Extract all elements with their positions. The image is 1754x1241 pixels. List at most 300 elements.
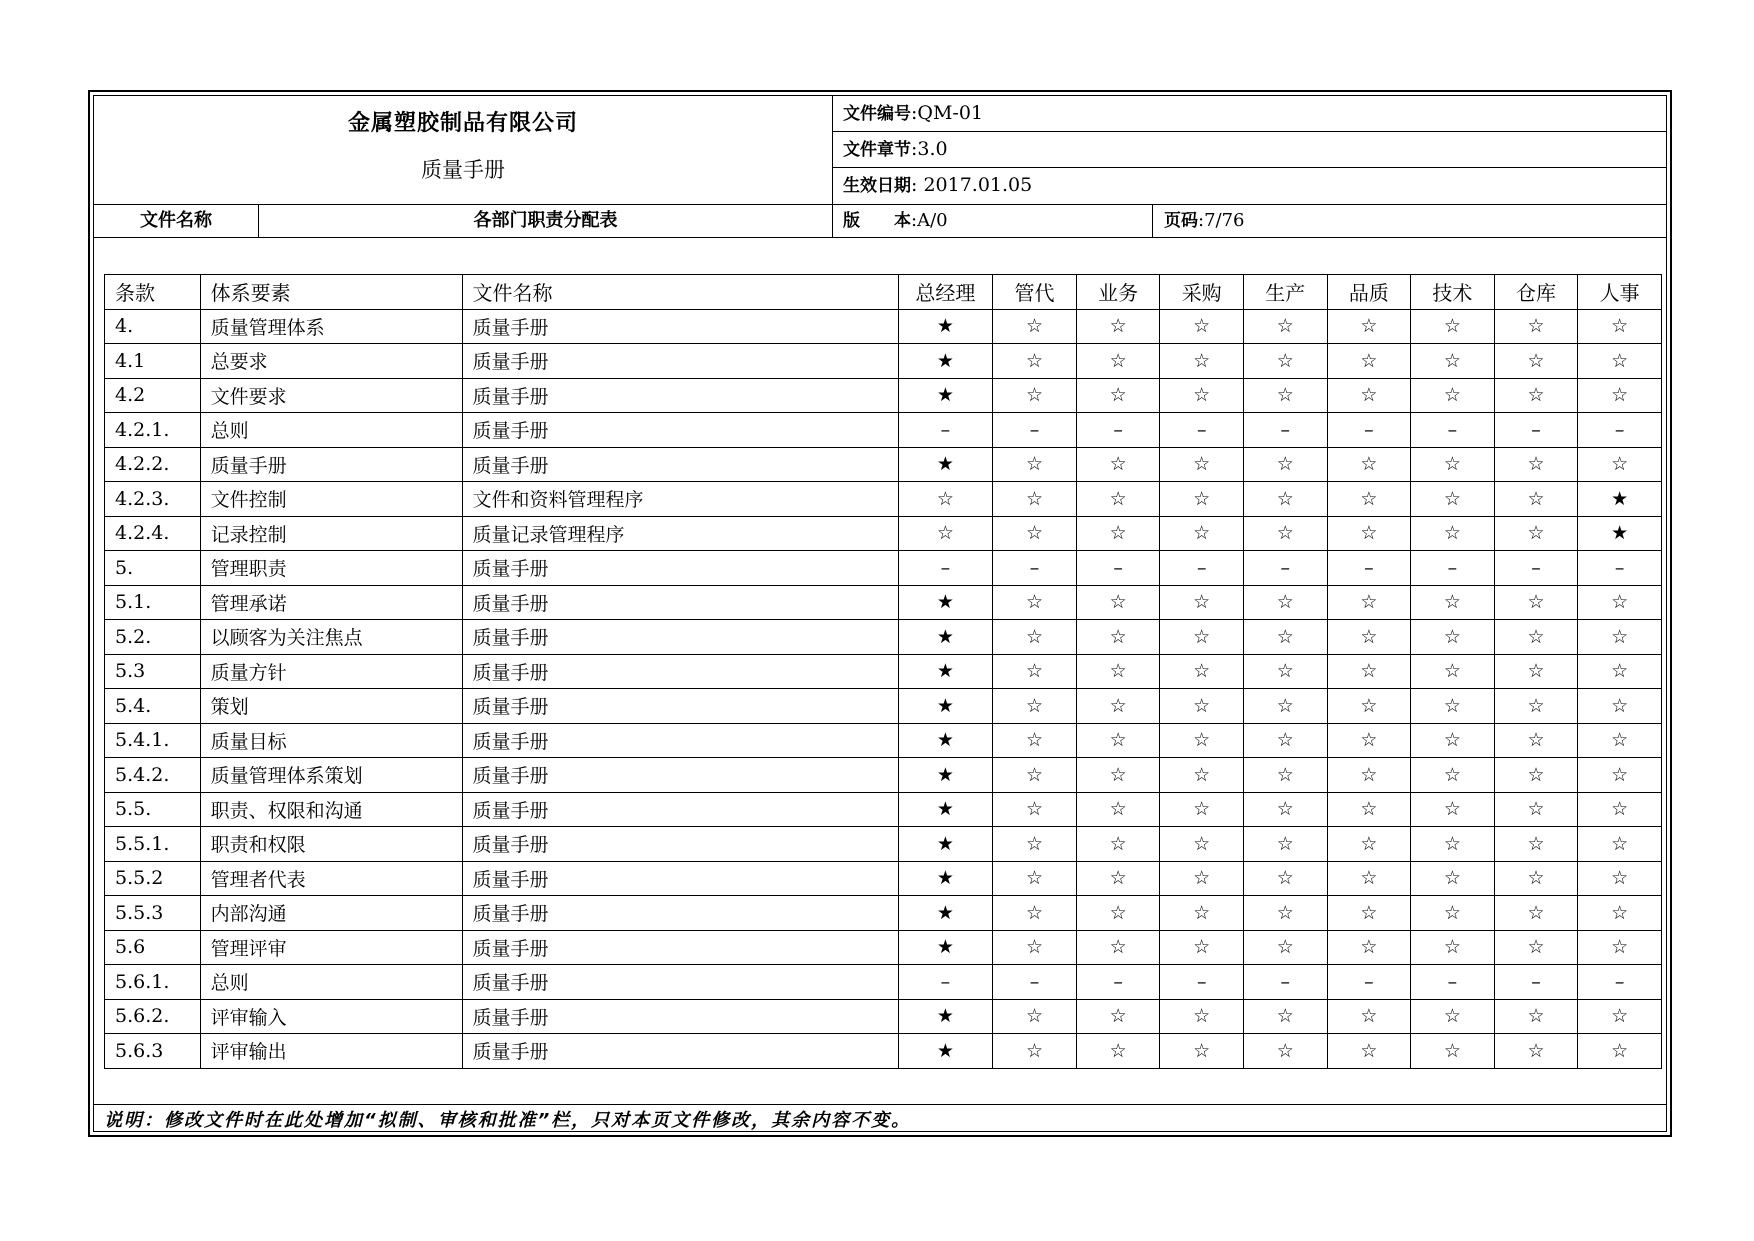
not-applicable-dash: – (1578, 551, 1662, 586)
doc-cell: 质量手册 (462, 861, 898, 896)
element-cell: 策划 (200, 689, 462, 724)
related-star-icon: ☆ (993, 1034, 1077, 1069)
element-cell: 以顾客为关注焦点 (200, 620, 462, 655)
related-star-icon: ☆ (993, 654, 1077, 689)
related-star-icon: ☆ (1160, 378, 1244, 413)
doc-cell: 质量手册 (462, 896, 898, 931)
related-star-icon: ☆ (1076, 896, 1160, 931)
column-header: 技术 (1411, 275, 1495, 310)
version-value: :A/0 (911, 210, 948, 231)
responsible-star-icon: ★ (898, 585, 993, 620)
clause-cell: 5.5.1. (105, 827, 201, 862)
table-row (105, 965, 1662, 1000)
related-star-icon: ☆ (1494, 827, 1578, 862)
related-star-icon: ☆ (993, 689, 1077, 724)
doc-cell: 质量手册 (462, 654, 898, 689)
element-cell: 记录控制 (200, 516, 462, 551)
related-star-icon: ☆ (1243, 585, 1327, 620)
related-star-icon: ☆ (1327, 516, 1411, 551)
column-header: 总经理 (898, 275, 993, 310)
related-star-icon: ☆ (1494, 620, 1578, 655)
doc-cell: 质量手册 (462, 378, 898, 413)
table-row (105, 482, 1662, 517)
related-star-icon: ☆ (1578, 378, 1662, 413)
related-star-icon: ☆ (1076, 861, 1160, 896)
not-applicable-dash: – (1160, 413, 1244, 448)
related-star-icon: ☆ (1578, 999, 1662, 1034)
related-star-icon: ☆ (898, 482, 993, 517)
related-star-icon: ☆ (1578, 309, 1662, 344)
element-cell: 职责、权限和沟通 (200, 792, 462, 827)
doc-cell: 质量手册 (462, 827, 898, 862)
related-star-icon: ☆ (993, 516, 1077, 551)
clause-cell: 5.4. (105, 689, 201, 724)
related-star-icon: ☆ (1160, 585, 1244, 620)
doc-cell: 质量手册 (462, 758, 898, 793)
page-label: 页码 (1164, 211, 1198, 231)
doc-cell: 质量手册 (462, 585, 898, 620)
related-star-icon: ☆ (993, 378, 1077, 413)
effective-date-value: : 2017.01.05 (911, 174, 1033, 196)
doc-number-value: :QM-01 (911, 102, 984, 124)
related-star-icon: ☆ (1494, 758, 1578, 793)
related-star-icon: ☆ (1327, 378, 1411, 413)
related-star-icon: ☆ (993, 585, 1077, 620)
responsible-star-icon: ★ (898, 758, 993, 793)
related-star-icon: ☆ (1160, 1034, 1244, 1069)
related-star-icon: ☆ (1327, 1034, 1411, 1069)
clause-cell: 5.5. (105, 792, 201, 827)
related-star-icon: ☆ (1160, 723, 1244, 758)
related-star-icon: ☆ (1411, 758, 1495, 793)
responsible-star-icon: ★ (898, 378, 993, 413)
related-star-icon: ☆ (1578, 930, 1662, 965)
responsible-star-icon: ★ (898, 344, 993, 379)
table-row (105, 309, 1662, 344)
element-cell: 质量方针 (200, 654, 462, 689)
not-applicable-dash: – (1243, 413, 1327, 448)
related-star-icon: ☆ (1243, 654, 1327, 689)
responsible-star-icon: ★ (898, 689, 993, 724)
related-star-icon: ☆ (1494, 861, 1578, 896)
related-star-icon: ☆ (1243, 516, 1327, 551)
not-applicable-dash: – (1494, 551, 1578, 586)
column-header: 品质 (1327, 275, 1411, 310)
related-star-icon: ☆ (993, 896, 1077, 931)
related-star-icon: ☆ (1076, 1034, 1160, 1069)
doc-cell: 质量手册 (462, 620, 898, 655)
column-header: 生产 (1243, 275, 1327, 310)
related-star-icon: ☆ (993, 827, 1077, 862)
related-star-icon: ☆ (898, 516, 993, 551)
doc-cell: 质量手册 (462, 930, 898, 965)
related-star-icon: ☆ (1327, 792, 1411, 827)
related-star-icon: ☆ (1411, 723, 1495, 758)
responsible-star-icon: ★ (898, 447, 993, 482)
related-star-icon: ☆ (1411, 1034, 1495, 1069)
related-star-icon: ☆ (993, 861, 1077, 896)
element-cell: 文件要求 (200, 378, 462, 413)
related-star-icon: ☆ (993, 344, 1077, 379)
page-cell (1154, 204, 1666, 237)
doc-cell: 质量手册 (462, 551, 898, 586)
related-star-icon: ☆ (1243, 1034, 1327, 1069)
related-star-icon: ☆ (1327, 447, 1411, 482)
responsible-star-icon: ★ (1578, 516, 1662, 551)
manual-title: 质量手册 (421, 158, 505, 182)
related-star-icon: ☆ (1243, 309, 1327, 344)
clause-cell: 4.2.4. (105, 516, 201, 551)
file-name-label: 文件名称 (94, 204, 259, 237)
clause-cell: 5.6 (105, 930, 201, 965)
not-applicable-dash: – (1327, 413, 1411, 448)
related-star-icon: ☆ (1243, 378, 1327, 413)
related-star-icon: ☆ (1243, 896, 1327, 931)
related-star-icon: ☆ (1076, 999, 1160, 1034)
doc-cell: 质量手册 (462, 792, 898, 827)
related-star-icon: ☆ (1327, 896, 1411, 931)
table-row (105, 827, 1662, 862)
related-star-icon: ☆ (1327, 723, 1411, 758)
related-star-icon: ☆ (1494, 516, 1578, 551)
column-header: 采购 (1160, 275, 1244, 310)
element-cell: 质量管理体系策划 (200, 758, 462, 793)
element-cell: 评审输入 (200, 999, 462, 1034)
clause-cell: 5.4.1. (105, 723, 201, 758)
chapter-value: :3.0 (911, 138, 948, 160)
related-star-icon: ☆ (1411, 585, 1495, 620)
related-star-icon: ☆ (1411, 344, 1495, 379)
not-applicable-dash: – (1076, 551, 1160, 586)
doc-cell: 质量手册 (462, 413, 898, 448)
element-cell: 职责和权限 (200, 827, 462, 862)
related-star-icon: ☆ (1578, 758, 1662, 793)
related-star-icon: ☆ (1494, 896, 1578, 931)
clause-cell: 4.1 (105, 344, 201, 379)
related-star-icon: ☆ (1243, 930, 1327, 965)
related-star-icon: ☆ (1076, 654, 1160, 689)
related-star-icon: ☆ (1327, 344, 1411, 379)
element-cell: 管理评审 (200, 930, 462, 965)
related-star-icon: ☆ (1327, 620, 1411, 655)
responsible-star-icon: ★ (898, 1034, 993, 1069)
not-applicable-dash: – (898, 551, 993, 586)
clause-cell: 4.2.1. (105, 413, 201, 448)
related-star-icon: ☆ (1243, 861, 1327, 896)
related-star-icon: ☆ (1243, 827, 1327, 862)
not-applicable-dash: – (1494, 413, 1578, 448)
table-row (105, 930, 1662, 965)
document-frame (88, 90, 1672, 1137)
related-star-icon: ☆ (1578, 654, 1662, 689)
table-row (105, 413, 1662, 448)
not-applicable-dash: – (1327, 965, 1411, 1000)
related-star-icon: ☆ (1076, 516, 1160, 551)
related-star-icon: ☆ (1243, 447, 1327, 482)
effective-date-row (833, 168, 1666, 203)
related-star-icon: ☆ (1160, 447, 1244, 482)
responsible-star-icon: ★ (898, 309, 993, 344)
related-star-icon: ☆ (1411, 378, 1495, 413)
related-star-icon: ☆ (1494, 654, 1578, 689)
clause-cell: 5.4.2. (105, 758, 201, 793)
not-applicable-dash: – (1076, 965, 1160, 1000)
table-row (105, 344, 1662, 379)
related-star-icon: ☆ (1327, 309, 1411, 344)
related-star-icon: ☆ (1076, 585, 1160, 620)
clause-cell: 5.1. (105, 585, 201, 620)
table-row (105, 689, 1662, 724)
related-star-icon: ☆ (1076, 620, 1160, 655)
related-star-icon: ☆ (1243, 689, 1327, 724)
doc-cell: 质量手册 (462, 999, 898, 1034)
not-applicable-dash: – (1578, 413, 1662, 448)
not-applicable-dash: – (898, 965, 993, 1000)
element-cell: 文件控制 (200, 482, 462, 517)
related-star-icon: ☆ (1411, 896, 1495, 931)
doc-cell: 文件和资料管理程序 (462, 482, 898, 517)
table-row (105, 723, 1662, 758)
element-cell: 总则 (200, 965, 462, 1000)
related-star-icon: ☆ (1160, 827, 1244, 862)
header-meta-block (833, 96, 1666, 205)
table-row (105, 654, 1662, 689)
not-applicable-dash: – (1411, 551, 1495, 586)
not-applicable-dash: – (1160, 965, 1244, 1000)
related-star-icon: ☆ (1243, 620, 1327, 655)
related-star-icon: ☆ (1578, 792, 1662, 827)
related-star-icon: ☆ (1578, 1034, 1662, 1069)
column-header: 条款 (105, 275, 201, 310)
related-star-icon: ☆ (1076, 827, 1160, 862)
related-star-icon: ☆ (1327, 827, 1411, 862)
element-cell: 管理承诺 (200, 585, 462, 620)
related-star-icon: ☆ (1411, 309, 1495, 344)
not-applicable-dash: – (898, 413, 993, 448)
related-star-icon: ☆ (1494, 999, 1578, 1034)
clause-cell: 5.3 (105, 654, 201, 689)
related-star-icon: ☆ (1160, 689, 1244, 724)
responsible-star-icon: ★ (898, 723, 993, 758)
clause-cell: 5.6.1. (105, 965, 201, 1000)
related-star-icon: ☆ (1494, 344, 1578, 379)
table-row (105, 620, 1662, 655)
related-star-icon: ☆ (1494, 309, 1578, 344)
related-star-icon: ☆ (1578, 689, 1662, 724)
related-star-icon: ☆ (1327, 930, 1411, 965)
doc-number-row (833, 96, 1666, 132)
responsibility-matrix-table (104, 274, 1662, 1069)
related-star-icon: ☆ (1076, 723, 1160, 758)
doc-cell: 质量手册 (462, 1034, 898, 1069)
table-row (105, 999, 1662, 1034)
responsible-star-icon: ★ (898, 896, 993, 931)
doc-number-label: 文件编号 (843, 104, 911, 124)
related-star-icon: ☆ (1494, 792, 1578, 827)
related-star-icon: ☆ (1494, 723, 1578, 758)
related-star-icon: ☆ (1160, 516, 1244, 551)
clause-cell: 5.6.2. (105, 999, 201, 1034)
table-row (105, 1034, 1662, 1069)
table-row (105, 896, 1662, 931)
doc-cell: 质量手册 (462, 344, 898, 379)
not-applicable-dash: – (1411, 413, 1495, 448)
clause-cell: 5.5.3 (105, 896, 201, 931)
related-star-icon: ☆ (993, 792, 1077, 827)
related-star-icon: ☆ (1160, 654, 1244, 689)
footer-note: 说明：修改文件时在此处增加“拟制、审核和批准”栏，只对本页文件修改，其余内容不变。 (94, 1104, 1666, 1137)
not-applicable-dash: – (1411, 965, 1495, 1000)
related-star-icon: ☆ (1411, 654, 1495, 689)
related-star-icon: ☆ (1494, 447, 1578, 482)
clause-cell: 4.2 (105, 378, 201, 413)
related-star-icon: ☆ (1160, 620, 1244, 655)
related-star-icon: ☆ (1578, 344, 1662, 379)
not-applicable-dash: – (1243, 551, 1327, 586)
table-row (105, 551, 1662, 586)
related-star-icon: ☆ (1411, 447, 1495, 482)
responsible-star-icon: ★ (898, 827, 993, 862)
column-header: 管代 (993, 275, 1077, 310)
related-star-icon: ☆ (993, 482, 1077, 517)
related-star-icon: ☆ (1494, 378, 1578, 413)
related-star-icon: ☆ (1411, 482, 1495, 517)
element-cell: 内部沟通 (200, 896, 462, 931)
table-row (105, 792, 1662, 827)
related-star-icon: ☆ (1327, 482, 1411, 517)
related-star-icon: ☆ (1494, 930, 1578, 965)
related-star-icon: ☆ (1243, 723, 1327, 758)
related-star-icon: ☆ (1160, 792, 1244, 827)
related-star-icon: ☆ (1160, 309, 1244, 344)
column-header: 文件名称 (462, 275, 898, 310)
related-star-icon: ☆ (1327, 654, 1411, 689)
related-star-icon: ☆ (993, 999, 1077, 1034)
table-header-row (105, 275, 1662, 310)
related-star-icon: ☆ (1076, 344, 1160, 379)
company-name: 金属塑胶制品有限公司 (347, 111, 578, 136)
table-row (105, 447, 1662, 482)
element-cell: 评审输出 (200, 1034, 462, 1069)
related-star-icon: ☆ (1243, 482, 1327, 517)
element-cell: 总则 (200, 413, 462, 448)
version-label: 版 本 (843, 211, 911, 231)
table-row (105, 861, 1662, 896)
related-star-icon: ☆ (1327, 758, 1411, 793)
clause-cell: 5. (105, 551, 201, 586)
doc-cell: 质量手册 (462, 447, 898, 482)
related-star-icon: ☆ (1411, 827, 1495, 862)
related-star-icon: ☆ (1494, 585, 1578, 620)
related-star-icon: ☆ (993, 723, 1077, 758)
related-star-icon: ☆ (1243, 792, 1327, 827)
element-cell: 管理职责 (200, 551, 462, 586)
related-star-icon: ☆ (1411, 792, 1495, 827)
related-star-icon: ☆ (1160, 896, 1244, 931)
not-applicable-dash: – (1243, 965, 1327, 1000)
responsible-star-icon: ★ (898, 930, 993, 965)
not-applicable-dash: – (993, 413, 1077, 448)
not-applicable-dash: – (993, 965, 1077, 1000)
not-applicable-dash: – (1327, 551, 1411, 586)
related-star-icon: ☆ (993, 758, 1077, 793)
related-star-icon: ☆ (1076, 378, 1160, 413)
related-star-icon: ☆ (1243, 999, 1327, 1034)
column-header: 体系要素 (200, 275, 462, 310)
related-star-icon: ☆ (1076, 689, 1160, 724)
related-star-icon: ☆ (1243, 758, 1327, 793)
responsible-star-icon: ★ (898, 861, 993, 896)
responsible-star-icon: ★ (1578, 482, 1662, 517)
related-star-icon: ☆ (1411, 689, 1495, 724)
related-star-icon: ☆ (1327, 861, 1411, 896)
related-star-icon: ☆ (1160, 930, 1244, 965)
related-star-icon: ☆ (1578, 827, 1662, 862)
related-star-icon: ☆ (1578, 447, 1662, 482)
responsible-star-icon: ★ (898, 620, 993, 655)
clause-cell: 5.2. (105, 620, 201, 655)
related-star-icon: ☆ (1243, 344, 1327, 379)
related-star-icon: ☆ (1578, 896, 1662, 931)
chapter-row (833, 132, 1666, 168)
column-header: 仓库 (1494, 275, 1578, 310)
related-star-icon: ☆ (1327, 585, 1411, 620)
responsible-star-icon: ★ (898, 999, 993, 1034)
table-row (105, 585, 1662, 620)
related-star-icon: ☆ (1494, 1034, 1578, 1069)
related-star-icon: ☆ (1160, 344, 1244, 379)
doc-cell: 质量手册 (462, 689, 898, 724)
header-title-block (94, 96, 833, 205)
related-star-icon: ☆ (1076, 482, 1160, 517)
element-cell: 质量目标 (200, 723, 462, 758)
column-header: 业务 (1076, 275, 1160, 310)
related-star-icon: ☆ (1411, 516, 1495, 551)
related-star-icon: ☆ (1076, 309, 1160, 344)
not-applicable-dash: – (1578, 965, 1662, 1000)
related-star-icon: ☆ (1076, 930, 1160, 965)
page-value: :7/76 (1198, 210, 1245, 231)
related-star-icon: ☆ (1076, 447, 1160, 482)
element-cell: 管理者代表 (200, 861, 462, 896)
table-row (105, 516, 1662, 551)
version-cell (833, 204, 1153, 237)
clause-cell: 4.2.2. (105, 447, 201, 482)
doc-cell: 质量记录管理程序 (462, 516, 898, 551)
doc-cell: 质量手册 (462, 965, 898, 1000)
related-star-icon: ☆ (993, 309, 1077, 344)
column-header: 人事 (1578, 275, 1662, 310)
related-star-icon: ☆ (1494, 689, 1578, 724)
related-star-icon: ☆ (1578, 861, 1662, 896)
table-row (105, 758, 1662, 793)
effective-date-label: 生效日期 (843, 176, 911, 196)
related-star-icon: ☆ (1160, 482, 1244, 517)
related-star-icon: ☆ (1578, 620, 1662, 655)
element-cell: 总要求 (200, 344, 462, 379)
file-name-value: 各部门职责分配表 (259, 204, 833, 237)
related-star-icon: ☆ (1076, 758, 1160, 793)
clause-cell: 5.6.3 (105, 1034, 201, 1069)
chapter-label: 文件章节 (843, 140, 911, 160)
related-star-icon: ☆ (993, 930, 1077, 965)
document-inner-frame (93, 95, 1667, 1132)
doc-cell: 质量手册 (462, 723, 898, 758)
related-star-icon: ☆ (1411, 861, 1495, 896)
clause-cell: 4.2.3. (105, 482, 201, 517)
related-star-icon: ☆ (1578, 723, 1662, 758)
related-star-icon: ☆ (1411, 620, 1495, 655)
